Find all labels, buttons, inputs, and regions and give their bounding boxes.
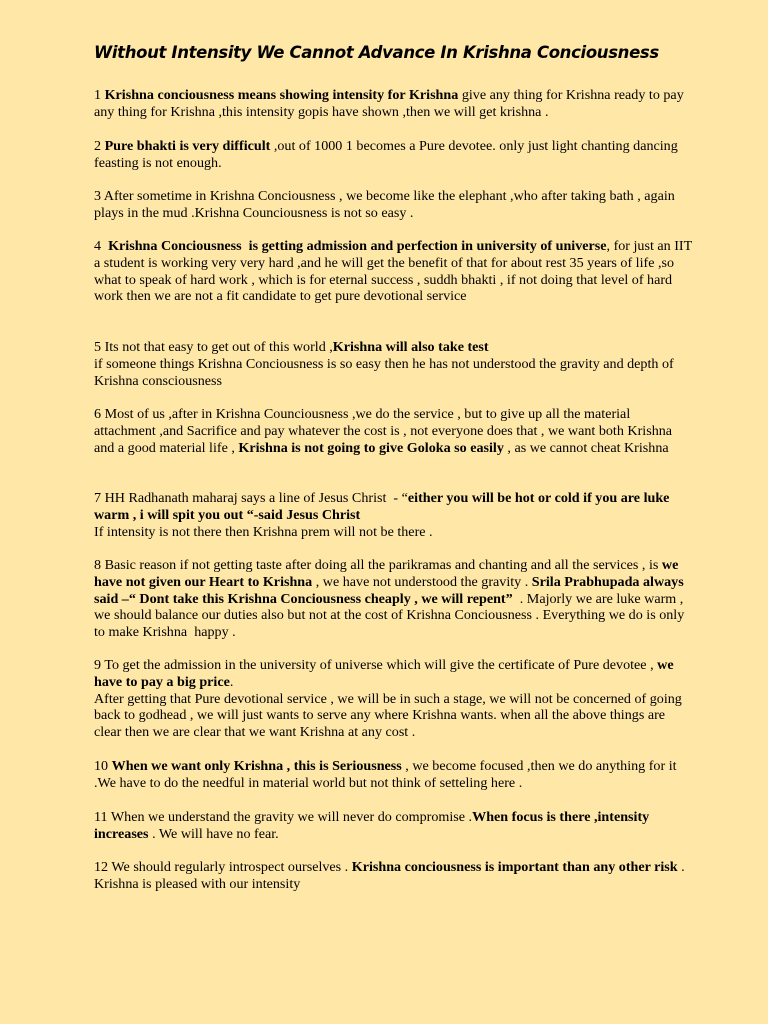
paragraph-12 (94, 859, 694, 893)
paragraph-5 (94, 339, 694, 389)
bold-text-run: either you will be hot or cold if you are luke warm , i will spit you out “-said Jesus Christ (94, 490, 673, 523)
text-run: 8 Basic reason if not getting taste after doing all the parikramas and chanting and all the services , is (94, 557, 662, 573)
text-run: 3 After sometime in Krishna Conciousness , we become like the elephant ,who after taking bath , again plays in the mud .Krishna Counciousness is not so easy . (94, 188, 679, 221)
text-run: 2 (94, 138, 105, 154)
paragraph-4 (94, 238, 694, 305)
bold-text-run: we have not given our Heart to Krishna (94, 557, 682, 590)
text-run: , we become focused ,then we do anything for it .We have to do the needful in material world but not think of setteling here . (94, 758, 681, 791)
text-run: 5 Its not that easy to get out of this world , (94, 339, 333, 355)
text-run: 6 Most of us ,after in Krishna Counciousness ,we do the service , but to give up all the material attachment ,and Sacrifice and pay whatever the cost is , not everyone does that , we want both Krishna and a good material life , (94, 406, 676, 456)
text-run: , for just an IIT a student is working very very hard ,and he will get the benefit of that for about rest 35 years of life ,so what to speak of hard work , which is for eternal success , suddh bhakti , if not doing that level of hard work then we are not a fit candidate to get pure devotional service (94, 238, 696, 305)
text-run: If intensity is not there then Krishna prem will not be there . (94, 523, 433, 540)
text-run: , we have not understood the gravity . (312, 573, 532, 590)
paragraph-3 (94, 188, 694, 222)
text-run: 1 (94, 87, 105, 103)
text-run: . Krishna is pleased with our intensity (94, 859, 689, 892)
text-run: , as we cannot cheat Krishna (503, 439, 669, 456)
text-run: give any thing for Krishna ready to pay any thing for Krishna ,this intensity gopis have shown ,then we will get krishna . (94, 87, 688, 120)
bold-text-run: Krishna conciousness means showing intensity for Krishna (104, 87, 459, 103)
paragraph-11 (94, 809, 694, 843)
text-run: 12 We should regularly introspect ourselves . (94, 859, 352, 875)
bold-text-run: Srila Prabhupada always said –“ Dont take this Krishna Conciousness cheaply , we will repent” (94, 573, 688, 607)
bold-text-run: Krishna Conciousness is getting admission and perfection in university of universe (108, 238, 607, 254)
paragraph-10 (94, 758, 694, 792)
bold-text-run: When focus is there ,intensity increases (94, 809, 653, 842)
bold-text-run: Krishna is not going to give Goloka so easily (238, 439, 504, 456)
paragraph-6 (94, 406, 694, 456)
paragraph-9 (94, 657, 694, 741)
paragraph-7 (94, 490, 694, 540)
paragraph-1 (94, 87, 694, 121)
text-run: 7 HH Radhanath maharaj says a line of Jesus Christ - “ (94, 490, 408, 506)
document-title: Without Intensity We Cannot Advance In Krishna Conciousness (94, 43, 659, 62)
text-run: . After getting that Pure devotional service , we will be in such a stage, we will not be concerned of going back to godhead , we will just wants to serve any where Krishna wants. when all the above things are clear then we are clear that we want Krishna at any cost . (94, 673, 682, 741)
paragraph-2 (94, 138, 694, 172)
text-run: ,out of 1000 1 becomes a Pure devotee. only just light chanting dancing feasting is not enough. (94, 138, 682, 171)
bold-text-run: Krishna will also take test (332, 339, 489, 355)
text-run: 10 (94, 758, 112, 774)
text-run: if someone things Krishna Conciousness is so easy then he has not understood the gravity and depth of Krishna consciousness (94, 355, 674, 389)
bold-text-run: When we want only Krishna , this is Seriousness (111, 758, 402, 774)
bold-text-run: Krishna conciousness is important than any other risk (351, 859, 678, 875)
bold-text-run: Pure bhakti is very difficult (104, 138, 271, 154)
text-run: 4 (94, 238, 109, 254)
bold-text-run: we have to pay a big price (94, 657, 678, 690)
text-run: . Majorly we are luke warm , we should balance our duties also but not at the cost of Krishna Conciousness . Everything we do is only to make Krishna happy . (94, 590, 688, 641)
text-run: . We will have no fear. (148, 825, 279, 842)
paragraph-8 (94, 557, 694, 641)
text-run: 9 To get the admission in the university of universe which will give the certificate of Pure devotee , (94, 657, 658, 673)
text-run: 11 When we understand the gravity we will never do compromise . (94, 809, 473, 825)
